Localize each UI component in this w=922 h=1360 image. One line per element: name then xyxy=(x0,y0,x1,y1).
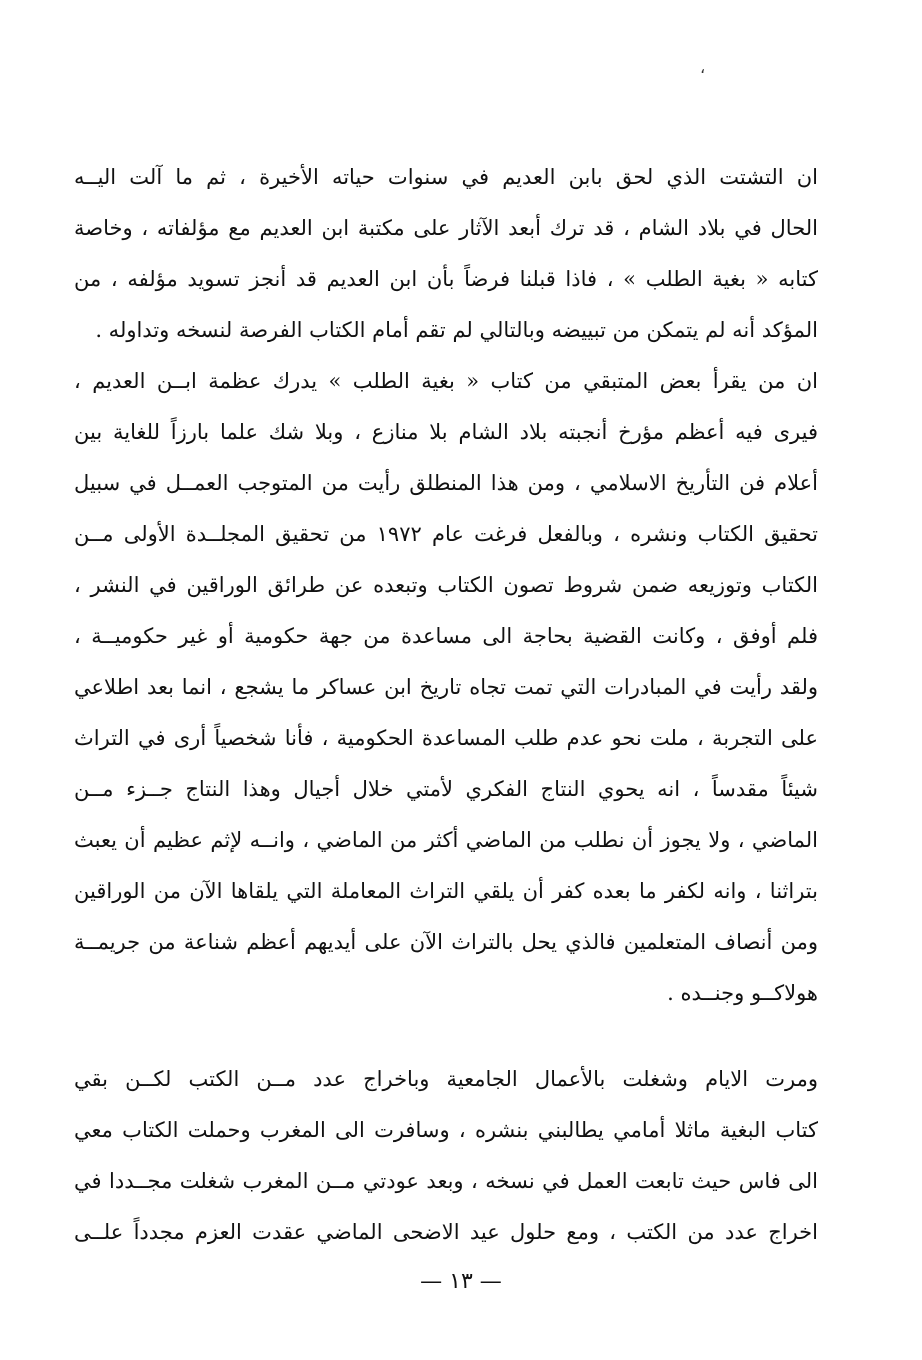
text-line: كتاب البغية ماثلا أمامي يطالبني بنشره ، وسافرت الى المغرب وحملت الكتاب معي xyxy=(74,1118,818,1142)
corner-mark: ، xyxy=(700,58,706,77)
text-line: فلم أوفق ، وكانت القضية بحاجة الى مساعدة من جهة حكومية أو غير حكوميــة ، xyxy=(74,624,818,648)
text-line: الحال في بلاد الشام ، قد ترك أبعد الآثار على مكتبة ابن العديم مع مؤلفاته ، وخاصة xyxy=(74,216,818,240)
text-line: الى فاس حيث تابعت العمل في نسخه ، وبعد عودتي مــن المغرب شغلت مجــددا في xyxy=(74,1169,818,1193)
text-line: كتابه « بغية الطلب » ، فاذا قبلنا فرضاً بأن ابن العديم قد أنجز تسويد مؤلفه ، من xyxy=(74,267,818,291)
paragraph-1 xyxy=(74,152,818,356)
text-line: ان من يقرأ بعض المتبقي من كتاب « بغية الطلب » يدرك عظمة ابــن العديم ، xyxy=(74,369,818,393)
text-line: اخراج عدد من الكتب ، ومع حلول عيد الاضحى الماضي عقدت العزم مجدداً علــى xyxy=(74,1220,818,1244)
text-line: الكتاب وتوزيعه ضمن شروط تصون الكتاب وتبعده عن طرائق الوراقين في النشر ، xyxy=(74,573,818,597)
page-number: — ١٣ — xyxy=(420,1269,502,1294)
text-line: ومرت الايام وشغلت بالأعمال الجامعية وباخراج عدد مــن الكتب لكــن بقي xyxy=(74,1067,818,1091)
text-line: شيئاً مقدساً ، انه يحوي النتاج الفكري لأمتي خلال أجيال وهذا النتاج جــزء مــن xyxy=(74,777,818,801)
text-line: هولاكــو وجنــده . xyxy=(667,981,818,1005)
text-line: الماضي ، ولا يجوز أن نطلب من الماضي أكثر من الماضي ، وانــه لإثم عظيم أن يعبث xyxy=(74,828,818,852)
text-line: ان التشتت الذي لحق بابن العديم في سنوات حياته الأخيرة ، ثم ما آلت اليــه xyxy=(74,165,818,189)
text-line: بتراثنا ، وانه لكفر ما بعده كفر أن يلقي التراث المعاملة التي يلقاها الآن من الوراقين xyxy=(74,879,818,903)
paragraph-2 xyxy=(74,356,818,1019)
text-line: ولقد رأيت في المبادرات التي تمت تجاه تاريخ ابن عساكر ما يشجع ، انما بعد اطلاعي xyxy=(74,675,818,699)
paragraph-3 xyxy=(74,1054,818,1258)
text-line: على التجربة ، ملت نحو عدم طلب المساعدة الحكومية ، فأنا شخصياً أرى في التراث xyxy=(74,726,818,750)
text-line: فيرى فيه أعظم مؤرخ أنجبته بلاد الشام بلا منازع ، وبلا شك علما بارزاً للغاية بين xyxy=(74,420,818,444)
text-line: المؤكد أنه لم يتمكن من تبييضه وبالتالي لم تقم أمام الكتاب الفرصة لنسخه وتداوله . xyxy=(95,318,818,342)
text-line: ومن أنصاف المتعلمين فالذي يحل بالتراث الآن على أيديهم أعظم شناعة من جريمــة xyxy=(74,930,818,954)
text-line: تحقيق الكتاب ونشره ، وبالفعل فرغت عام ١٩٧٢ من تحقيق المجلــدة الأولى مــن xyxy=(74,522,818,546)
text-line: أعلام فن التأريخ الاسلامي ، ومن هذا المنطلق رأيت من المتوجب العمــل في سبيل xyxy=(74,471,818,495)
